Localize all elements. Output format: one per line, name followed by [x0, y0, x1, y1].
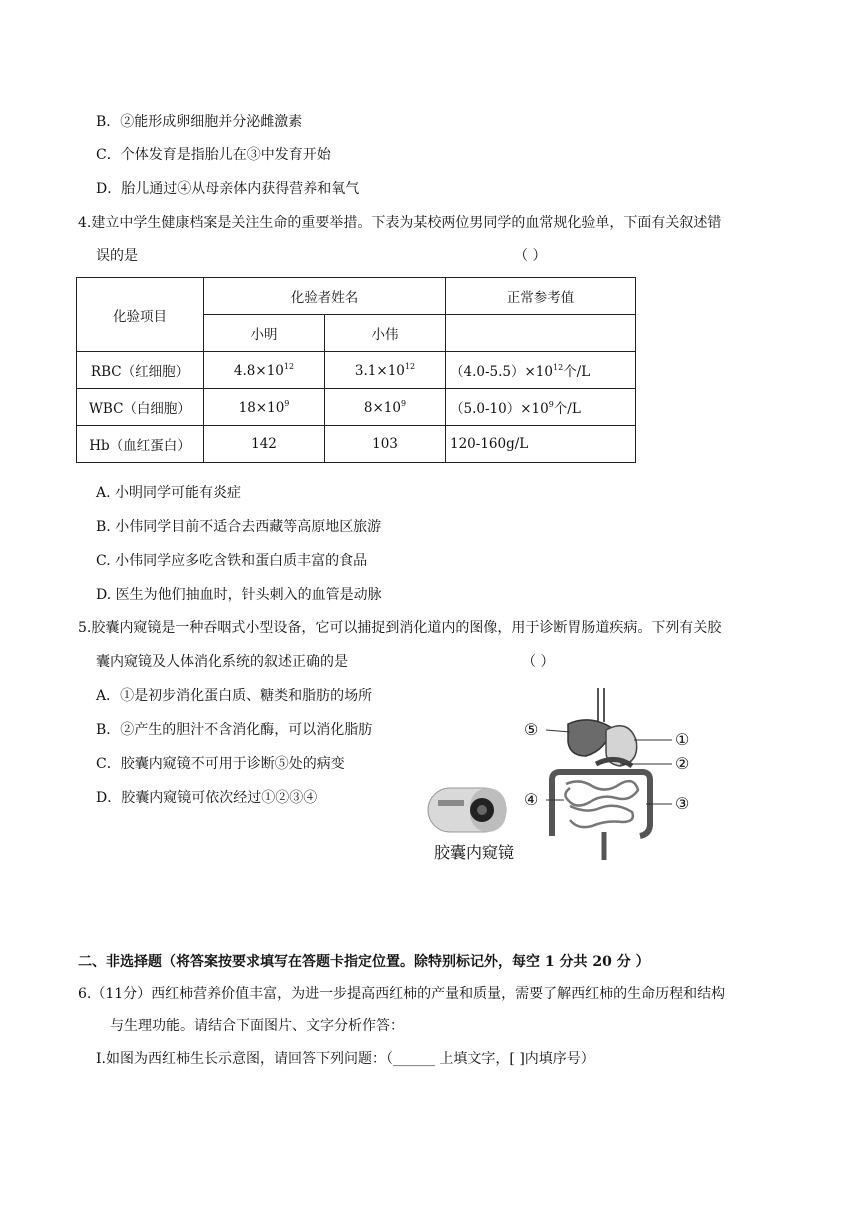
figure-label-5: ⑤: [524, 720, 539, 739]
q4-stem-line2: 误的是: [96, 248, 138, 264]
q5-option-c: C．胶囊内窥镜不可用于诊断⑤处的病变: [96, 756, 345, 772]
figure-caption: 胶囊内窥镜: [434, 843, 515, 862]
q6-stem-line2: 与生理功能。请结合下面图片、文字分析作答：: [110, 1018, 404, 1034]
q6-part1: Ⅰ.如图为西红柿生长示意图，请回答下列问题：（______ 上填文字，[ ]内填序号）: [96, 1051, 595, 1067]
header-name-1: 小明: [204, 315, 325, 352]
header-ref: 正常参考值: [446, 278, 636, 315]
header-item: 化验项目: [77, 278, 204, 352]
row-value-1: $4.8\times 10^{12}$: [204, 352, 325, 389]
q5-option-b: B．②产生的胆汁不含消化酶，可以消化脂肪: [96, 722, 373, 738]
small-intestine-shape: [565, 781, 638, 827]
row-item: Hb（血红蛋白）: [77, 426, 204, 463]
row-ref: $(5.0-10)\times 10^9$个/L: [446, 389, 636, 426]
row-item: WBC（白细胞）: [77, 389, 204, 426]
q4-option-c: C. 小伟同学应多吃含铁和蛋白质丰富的食品: [96, 553, 368, 569]
digestive-system-figure: [420, 684, 740, 874]
table-row: [77, 389, 636, 426]
q4-option-d: D. 医生为他们抽血时，针头刺入的血管是动脉: [96, 587, 382, 603]
q3-option-b: B．②能形成卵细胞并分泌雌激素: [96, 114, 303, 130]
section-2-title: 二、非选择题（将答案按要求填写在答题卡指定位置。除特别标记外，每空 1 分共 20 分 ）: [78, 954, 650, 970]
header-name: 化验者姓名: [204, 278, 446, 315]
capsule-endoscope-shape: [428, 788, 506, 832]
row-ref: $(4.0-5.5)\times 10^{12}$个/L: [446, 352, 636, 389]
figure-label-1: ①: [675, 730, 690, 749]
header-name-2: 小伟: [325, 315, 446, 352]
q3-option-c: C．个体发育是指胎儿在③中发育开始: [96, 147, 331, 163]
table-row: [77, 426, 636, 463]
blood-test-table: [76, 277, 636, 463]
q5-answer-paren: （ ）: [522, 654, 555, 670]
q4-stem-line1: 4.建立中学生健康档案是关注生命的重要举措。下表为某校两位男同学的血常规化验单，下面有关叙述错: [78, 215, 722, 231]
table-row: [77, 352, 636, 389]
q4-option-a: A. 小明同学可能有炎症: [96, 485, 242, 501]
row-value-2: 103: [325, 426, 446, 463]
figure-label-3: ③: [675, 794, 690, 813]
q4-answer-paren: （ ）: [514, 248, 547, 264]
row-ref: 120-160g/L: [446, 426, 636, 463]
figure-label-2: ②: [675, 754, 690, 773]
row-value-2: $3.1\times 10^{12}$: [325, 352, 446, 389]
q5-stem-line1: 5.胶囊内窥镜是一种吞咽式小型设备，它可以捕捉到消化道内的图像，用于诊断胃肠道疾病。下列有关胶: [78, 620, 722, 636]
row-value-1: 142: [204, 426, 325, 463]
q4-option-b: B. 小伟同学目前不适合去西藏等高原地区旅游: [96, 519, 382, 535]
q5-option-d: D．胶囊内窥镜可依次经过①②③④: [96, 790, 318, 806]
row-value-1: $18\times 10^9$: [204, 389, 325, 426]
q6-stem-line1: 6.（11分）西红柿营养价值丰富，为进一步提高西红柿的产量和质量，需要了解西红柿的生命历程和结构: [78, 986, 726, 1002]
row-value-2: $8\times 10^9$: [325, 389, 446, 426]
large-intestine-shape: [552, 772, 650, 836]
row-item: RBC（红细胞）: [77, 352, 204, 389]
q3-option-d: D．胎儿通过④从母亲体内获得营养和氧气: [96, 181, 360, 197]
figure-label-4: ④: [524, 790, 539, 809]
q5-option-a: A．①是初步消化蛋白质、糖类和脂肪的场所: [96, 688, 373, 704]
q5-stem-line2: 囊内窥镜及人体消化系统的叙述正确的是: [96, 654, 348, 670]
